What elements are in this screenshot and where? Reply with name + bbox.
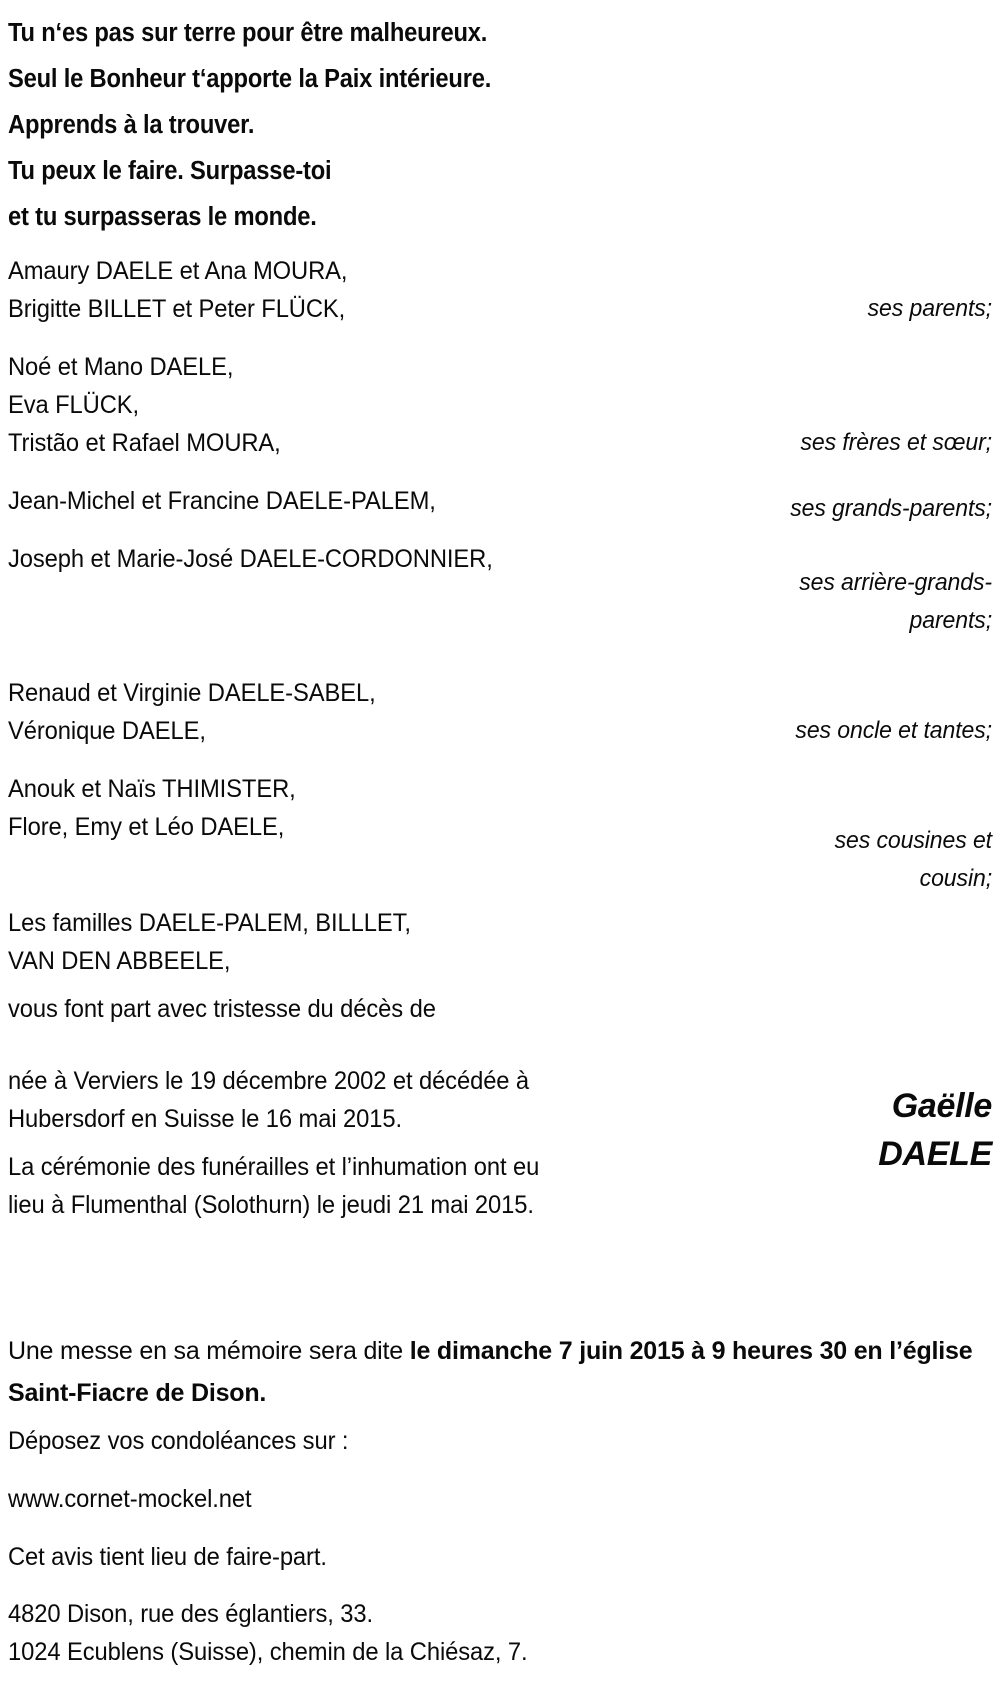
family-list — [0, 252, 1000, 984]
family-names — [8, 252, 648, 328]
condolences-website-block — [8, 1480, 688, 1518]
family-names — [8, 540, 648, 578]
relation-line: ses cousines et — [834, 827, 992, 854]
announcement-intro-block — [8, 990, 688, 1028]
relation-line: ses parents; — [867, 295, 992, 322]
deceased-last-name: DAELE — [878, 1135, 992, 1173]
relation-line: parents; — [909, 607, 992, 634]
relation-label — [570, 424, 992, 462]
ceremony-line: lieu à Flumenthal (Solothurn) le jeudi 21 mai 2015. — [8, 1191, 534, 1219]
address-line: 1024 Ecublens (Suisse), chemin de la Chiésaz, 7. — [8, 1638, 528, 1666]
deceased-name — [652, 1082, 992, 1178]
mass-prefix: Une messe en sa mémoire sera dite — [8, 1337, 410, 1365]
family-names — [8, 904, 648, 980]
mass-announcement — [8, 1330, 980, 1414]
condolences-block — [8, 1422, 688, 1460]
poem-line: Seul le Bonheur t‘apporte la Paix intérieure. — [8, 65, 492, 93]
family-names — [8, 482, 648, 520]
family-name-line: Jean-Michel et Francine DAELE-PALEM, — [8, 487, 436, 515]
family-name-line: Véronique DAELE, — [8, 717, 206, 745]
family-name-line: Eva FLÜCK, — [8, 391, 140, 419]
family-group-uncle-aunts — [0, 674, 1000, 770]
mass-details: le dimanche 7 juin 2015 à 9 heures 30 en l’église Saint-Fiacre de Dison. — [8, 1337, 973, 1407]
relation-label — [570, 290, 992, 328]
relation-label — [570, 822, 992, 898]
condolences-prompt: Déposez vos condoléances sur : — [8, 1427, 349, 1455]
family-name-line: Flore, Emy et Léo DAELE, — [8, 813, 285, 841]
family-group-great-grandparents — [0, 540, 1000, 674]
relation-line: ses arrière-grands- — [799, 569, 992, 596]
poem-line: Tu peux le faire. Surpasse-toi — [8, 157, 332, 185]
family-group-grandparents — [0, 482, 1000, 540]
family-name-line: Renaud et Virginie DAELE-SABEL, — [8, 679, 376, 707]
relation-line: ses grands-parents; — [790, 495, 992, 522]
family-group-parents — [0, 252, 1000, 348]
family-name-line: Noé et Mano DAELE, — [8, 353, 234, 381]
family-name-line: Joseph et Marie-José DAELE-CORDONNIER, — [8, 545, 493, 573]
family-names — [8, 770, 648, 846]
address-line: 4820 Dison, rue des églantiers, 33. — [8, 1600, 374, 1628]
relation-label — [570, 490, 992, 528]
ceremony-line: La cérémonie des funérailles et l’inhumation ont eu — [8, 1153, 540, 1181]
relation-line: cousin; — [919, 865, 992, 892]
birth-death-line: née à Verviers le 19 décembre 2002 et décédée à — [8, 1067, 530, 1095]
poem-line: et tu surpasseras le monde. — [8, 203, 317, 231]
family-group-cousins — [0, 770, 1000, 904]
relation-label — [570, 712, 992, 750]
family-name-line: Amaury DAELE et Ana MOURA, — [8, 257, 348, 285]
family-group-siblings — [0, 348, 1000, 482]
ceremony-block — [8, 1148, 688, 1224]
birth-death-line: Hubersdorf en Suisse le 16 mai 2015. — [8, 1105, 402, 1133]
birth-death-block — [8, 1062, 688, 1138]
faire-part-notice-block — [8, 1538, 688, 1576]
family-name-line: Brigitte BILLET et Peter FLÜCK, — [8, 295, 346, 323]
relation-label — [570, 564, 992, 640]
family-group-families — [0, 904, 1000, 984]
relation-line: ses oncle et tantes; — [795, 717, 992, 744]
family-names — [8, 674, 648, 750]
family-name-line: Anouk et Naïs THIMISTER, — [8, 775, 296, 803]
address-block — [8, 1595, 808, 1671]
deceased-first-name: Gaëlle — [891, 1087, 992, 1125]
announcement-intro: vous font part avec tristesse du décès de — [8, 995, 436, 1023]
faire-part-notice: Cet avis tient lieu de faire-part. — [8, 1543, 327, 1571]
poem-line: Tu n‘es pas sur terre pour être malheureux. — [8, 19, 488, 47]
relation-line: ses frères et sœur; — [800, 429, 992, 456]
poem-line: Apprends à la trouver. — [8, 111, 255, 139]
condolences-website-link[interactable]: www.cornet-mockel.net — [8, 1485, 252, 1513]
epigraph-poem — [8, 10, 928, 240]
family-name-line: Tristão et Rafael MOURA, — [8, 429, 281, 457]
family-name-line: Les familles DAELE-PALEM, BILLLET, — [8, 909, 411, 937]
family-name-line: VAN DEN ABBEELE, — [8, 947, 231, 975]
family-names — [8, 348, 648, 462]
